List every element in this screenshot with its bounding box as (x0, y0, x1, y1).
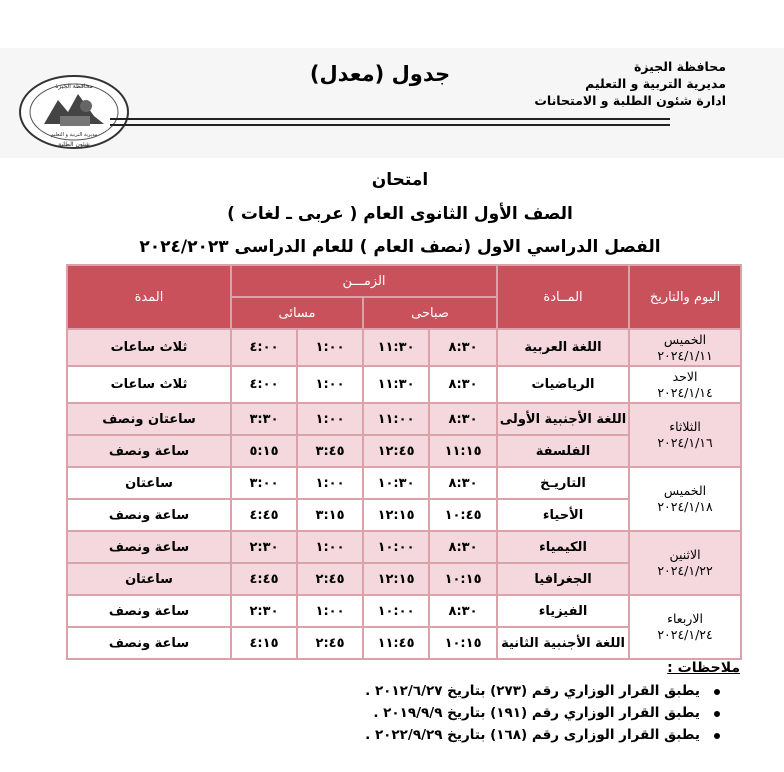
subject-cell: الفيزياء (497, 595, 629, 627)
duration-cell: ساعة ونصف (67, 531, 231, 563)
evening-start-cell: ١:٠٠ (297, 531, 363, 563)
seal-bottom-text: شئون الطلبة (58, 141, 90, 148)
header-evening: مسائى (231, 297, 363, 329)
duration-cell: ساعة ونصف (67, 499, 231, 531)
header-subject: المــادة (497, 265, 629, 329)
duration-cell: ساعتان ونصف (67, 403, 231, 435)
header-rule-top (110, 118, 670, 120)
morning-start-cell: ٨:٣٠ (429, 595, 497, 627)
evening-start-cell: ١:٠٠ (297, 329, 363, 366)
morning-end-cell: ١٢:٤٥ (363, 435, 429, 467)
exam-schedule-table (66, 264, 742, 660)
evening-end-cell: ٤:٤٥ (231, 563, 297, 595)
header-duration: المدة (67, 265, 231, 329)
morning-end-cell: ١١:٣٠ (363, 329, 429, 366)
duration-cell: ثلاث ساعات (67, 329, 231, 366)
subject-cell: الرياضيات (497, 366, 629, 403)
subject-cell: الجغرافيا (497, 563, 629, 595)
morning-end-cell: ١٢:١٥ (363, 563, 429, 595)
evening-end-cell: ٤:١٥ (231, 627, 297, 659)
note-item: يطبق القرار الوزاري رقم (٢٧٣) بتاريخ ٢٠١٢/٦/٢٧ . (114, 680, 714, 702)
evening-start-cell: ٢:٤٥ (297, 627, 363, 659)
evening-end-cell: ٢:٣٠ (231, 531, 297, 563)
day-date-cell: الاربعاء ٢٠٢٤/١/٢٤ (629, 595, 741, 659)
header-time: الزمـــن (231, 265, 497, 297)
morning-start-cell: ٨:٣٠ (429, 366, 497, 403)
seal-logo-icon (14, 72, 134, 152)
exam-title: امتحان (371, 170, 429, 190)
morning-start-cell: ١٠:٤٥ (429, 499, 497, 531)
subject-cell: الكيمياء (497, 531, 629, 563)
notes-list (114, 680, 714, 746)
gov-line-1: محافظة الجيزة (634, 59, 726, 74)
morning-end-cell: ١٠:٣٠ (363, 467, 429, 499)
evening-end-cell: ٤:٠٠ (231, 329, 297, 366)
duration-cell: ثلاث ساعات (67, 366, 231, 403)
seal-mid-text: مديرية التربية و التعليم (50, 132, 98, 138)
morning-end-cell: ١٠:٠٠ (363, 595, 429, 627)
evening-start-cell: ١:٠٠ (297, 595, 363, 627)
evening-start-cell: ٣:٤٥ (297, 435, 363, 467)
morning-start-cell: ١١:١٥ (429, 435, 497, 467)
evening-end-cell: ٥:١٥ (231, 435, 297, 467)
duration-cell: ساعتان (67, 563, 231, 595)
day-date-cell: الثلاثاء ٢٠٢٤/١/١٦ (629, 403, 741, 467)
evening-start-cell: ٣:١٥ (297, 499, 363, 531)
subject-cell: الفلسفة (497, 435, 629, 467)
document-title: جدول (معدل) (309, 62, 451, 86)
evening-start-cell: ١:٠٠ (297, 467, 363, 499)
subject-cell: الأحياء (497, 499, 629, 531)
seal-top-text: محافظة الجيزة (55, 83, 93, 90)
day-date-cell: الخميس ٢٠٢٤/١/١١ (629, 329, 741, 366)
note-item: يطبق القرار الوزارى رقم (١٦٨) بتاريخ ٢٠٢٢/٩/٢٩ . (114, 724, 714, 746)
evening-start-cell: ٢:٤٥ (297, 563, 363, 595)
morning-end-cell: ١٢:١٥ (363, 499, 429, 531)
morning-start-cell: ٨:٣٠ (429, 531, 497, 563)
header-day-date: اليوم والتاريخ (629, 265, 741, 329)
header-morning: صباحى (363, 297, 497, 329)
morning-end-cell: ١١:٠٠ (363, 403, 429, 435)
subject-cell: اللغة العربية (497, 329, 629, 366)
evening-start-cell: ١:٠٠ (297, 403, 363, 435)
day-date-cell: الاحد ٢٠٢٤/١/١٤ (629, 366, 741, 403)
duration-cell: ساعتان (67, 467, 231, 499)
note-item: يطبق القرار الوزاري رقم (١٩١) بتاريخ ٢٠١٩/٩/٩ . (114, 702, 714, 724)
morning-start-cell: ٨:٣٠ (429, 403, 497, 435)
evening-start-cell: ١:٠٠ (297, 366, 363, 403)
morning-end-cell: ١١:٣٠ (363, 366, 429, 403)
evening-end-cell: ٣:٣٠ (231, 403, 297, 435)
morning-start-cell: ٨:٣٠ (429, 329, 497, 366)
morning-start-cell: ٨:٣٠ (429, 467, 497, 499)
governorate-block (476, 58, 726, 109)
subject-cell: التاريـخ (497, 467, 629, 499)
day-date-cell: الاثنين ٢٠٢٤/١/٢٢ (629, 531, 741, 595)
notes-title: ملاحظات : (667, 660, 740, 676)
morning-start-cell: ١٠:١٥ (429, 627, 497, 659)
morning-end-cell: ١٠:٠٠ (363, 531, 429, 563)
duration-cell: ساعة ونصف (67, 435, 231, 467)
subject-cell: اللغة الأجنبية الأولى (497, 403, 629, 435)
morning-start-cell: ١٠:١٥ (429, 563, 497, 595)
evening-end-cell: ٣:٠٠ (231, 467, 297, 499)
gov-line-2: مديرية التربية و التعليم (585, 76, 726, 91)
morning-end-cell: ١١:٤٥ (363, 627, 429, 659)
grade-title: الصف الأول الثانوى العام ( عربى ـ لغات ) (227, 204, 573, 224)
evening-end-cell: ٤:٠٠ (231, 366, 297, 403)
duration-cell: ساعة ونصف (67, 627, 231, 659)
evening-end-cell: ٢:٣٠ (231, 595, 297, 627)
gov-line-3: ادارة شئون الطلبة و الامتحانات (534, 93, 726, 108)
header-rule-bottom (110, 124, 670, 126)
day-date-cell: الخميس ٢٠٢٤/١/١٨ (629, 467, 741, 531)
subject-cell: اللغة الأجنبية الثانية (497, 627, 629, 659)
term-title: الفصل الدراسي الاول (نصف العام ) للعام الدراسى ٢٠٢٤/٢٠٢٣ (139, 237, 661, 257)
duration-cell: ساعة ونصف (67, 595, 231, 627)
evening-end-cell: ٤:٤٥ (231, 499, 297, 531)
